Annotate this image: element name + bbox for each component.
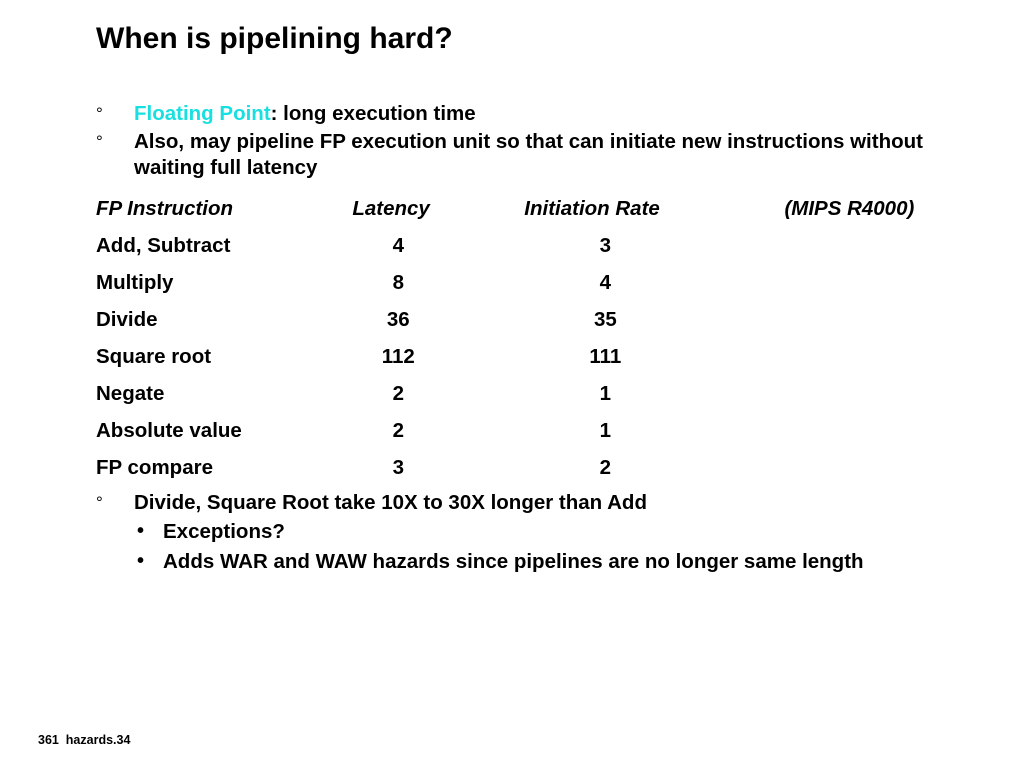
- sub-bullet-text: Adds WAR and WAW hazards since pipelines are no longer same length: [163, 550, 864, 573]
- cell-instruction: Square root: [96, 344, 212, 368]
- table-row: [96, 412, 976, 449]
- cell-note: [724, 301, 976, 338]
- cell-initiation-rate: 35: [593, 307, 617, 331]
- cell-note: [724, 375, 976, 412]
- page-title: When is pipelining hard?: [96, 22, 453, 55]
- bullet-marker-icon: °: [96, 104, 103, 123]
- bullet-item: [96, 490, 976, 516]
- cell-instruction: Multiply: [96, 270, 174, 294]
- cell-initiation-rate: 3: [599, 233, 612, 257]
- bullet-marker-icon: °: [96, 132, 103, 151]
- bullet-text: Divide, Square Root take 10X to 30X longer than Add: [134, 491, 647, 514]
- cell-initiation-rate: 111: [589, 344, 622, 368]
- bullet-item: [96, 129, 976, 181]
- cell-initiation-rate: 1: [599, 418, 612, 442]
- cell-note: [724, 227, 976, 264]
- slide-footer: 361 hazards.34: [38, 733, 131, 747]
- column-header-instruction: FP Instruction: [96, 196, 234, 220]
- slide-body: [96, 101, 976, 578]
- cell-note: [724, 412, 976, 449]
- sub-bullet-marker-icon: •: [137, 550, 145, 572]
- bullet-accent-text: Floating Point: [134, 102, 271, 125]
- cell-initiation-rate: 4: [599, 270, 612, 294]
- cell-note: [724, 449, 976, 486]
- table-row: [96, 375, 976, 412]
- table-header-row: [96, 190, 976, 227]
- sub-bullet-item: [137, 548, 976, 575]
- cell-initiation-rate: 2: [599, 455, 612, 479]
- cell-instruction: Negate: [96, 381, 165, 405]
- cell-instruction: Absolute value: [96, 418, 242, 442]
- cell-note: [724, 264, 976, 301]
- column-header-note: (MIPS R4000): [784, 196, 915, 220]
- bullet-marker-icon: °: [96, 493, 103, 512]
- cell-instruction: Divide: [96, 307, 158, 331]
- cell-note: [724, 338, 976, 375]
- cell-initiation-rate: 1: [599, 381, 612, 405]
- fp-instruction-table: [96, 190, 976, 486]
- table-row: [96, 301, 976, 338]
- cell-latency: 36: [386, 307, 410, 331]
- bullet-text: Also, may pipeline FP execution unit so that can initiate new instructions without waiting full latency: [134, 130, 923, 179]
- table-row: [96, 264, 976, 301]
- cell-instruction: FP compare: [96, 455, 213, 479]
- table-row: [96, 449, 976, 486]
- bullet-text: [134, 101, 976, 127]
- cell-latency: 3: [392, 455, 405, 479]
- table-row: [96, 227, 976, 264]
- sub-bullet-marker-icon: •: [137, 520, 145, 542]
- cell-instruction: Add, Subtract: [96, 233, 231, 257]
- cell-latency: 2: [392, 418, 405, 442]
- cell-latency: 4: [392, 233, 405, 257]
- bullet-item: [96, 101, 976, 127]
- cell-latency: 112: [381, 344, 415, 368]
- sub-bullet-text: Exceptions?: [163, 520, 285, 543]
- column-header-latency: Latency: [352, 196, 430, 220]
- bullet-rest-text: : long execution time: [270, 102, 476, 125]
- cell-latency: 8: [392, 270, 405, 294]
- sub-bullet-item: [137, 518, 976, 545]
- column-header-initiation-rate: Initiation Rate: [524, 196, 660, 220]
- cell-latency: 2: [392, 381, 405, 405]
- table-row: [96, 338, 976, 375]
